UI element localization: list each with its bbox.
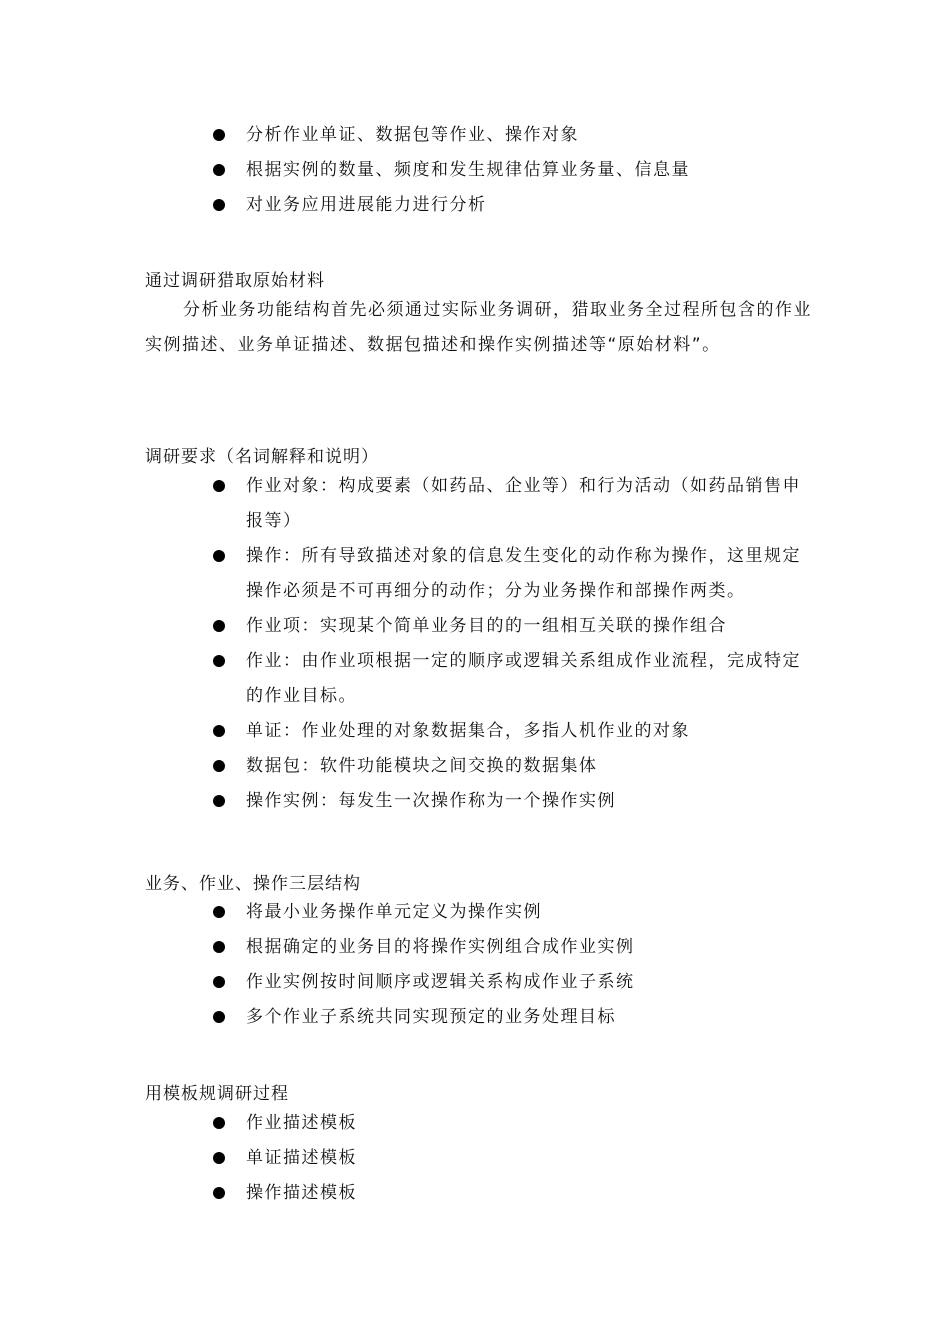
list-item-text: 数据包：软件功能模块之间交换的数据集体	[246, 756, 598, 776]
list-item-text: 根据确定的业务目的将操作实例组合成作业实例	[246, 937, 635, 957]
bullet-icon	[213, 655, 225, 667]
list-item-text: 作业项：实现某个简单业务目的的一组相互关联的操作组合	[246, 616, 727, 636]
list-item-text: 分析作业单证、数据包等作业、操作对象	[246, 125, 579, 145]
bullet-icon	[213, 1011, 225, 1023]
bullet-icon	[213, 941, 225, 953]
list-item-text: 作业对象：构成要素（如药品、企业等）和行为活动（如药品销售申报等）	[246, 476, 801, 531]
bullet-icon	[213, 550, 225, 562]
bullet-icon	[213, 199, 225, 211]
bullet-icon	[213, 795, 225, 807]
bullet-icon	[213, 976, 225, 988]
list-item	[210, 539, 815, 609]
list-item-text: 作业描述模板	[246, 1113, 357, 1133]
requirements-bullet-list	[210, 469, 815, 819]
bullet-icon	[213, 164, 225, 176]
list-item-text: 作业：由作业项根据一定的顺序或逻辑关系组成作业流程，完成特定的作业目标。	[246, 651, 801, 706]
bullet-icon	[213, 725, 225, 737]
top-bullet-list	[210, 118, 815, 223]
list-item	[210, 714, 815, 749]
list-item	[210, 784, 815, 819]
bullet-icon	[213, 620, 225, 632]
list-item-text: 根据实例的数量、频度和发生规律估算业务量、信息量	[246, 160, 690, 180]
list-item-text: 作业实例按时间顺序或逻辑关系构成作业子系统	[246, 972, 635, 992]
section-paragraph: 分析业务功能结构首先必须通过实际业务调研，猎取业务全过程所包含的作业实例描述、业务单证描述、数据包描述和操作实例描述等“原始材料”。	[145, 300, 812, 355]
list-item	[210, 965, 815, 1000]
bullet-icon	[213, 129, 225, 141]
list-item-text: 操作实例：每发生一次操作称为一个操作实例	[246, 791, 616, 811]
list-item	[210, 153, 815, 188]
list-item-text: 单证：作业处理的对象数据集合，多指人机作业的对象	[246, 721, 690, 741]
list-item-text: 操作描述模板	[246, 1183, 357, 1203]
list-item	[210, 930, 815, 965]
template-bullet-list	[210, 1106, 815, 1211]
list-item	[210, 644, 815, 714]
list-item	[210, 609, 815, 644]
list-item-text: 单证描述模板	[246, 1148, 357, 1168]
list-item	[210, 1176, 815, 1211]
section-heading-template-process: 用模板规调研过程	[145, 1084, 289, 1104]
list-item	[210, 188, 815, 223]
section-heading-research-materials: 通过调研猎取原始材料	[145, 271, 325, 291]
list-item	[210, 469, 815, 539]
bullet-icon	[213, 1152, 225, 1164]
list-item-text: 多个作业子系统共同实现预定的业务处理目标	[246, 1007, 616, 1027]
list-item-text: 操作：所有导致描述对象的信息发生变化的动作称为操作，这里规定操作必须是不可再细分的动作；分为业务操作和部操作两类。	[246, 546, 801, 601]
bullet-icon	[213, 1187, 225, 1199]
bullet-icon	[213, 480, 225, 492]
list-item	[210, 118, 815, 153]
bullet-icon	[213, 906, 225, 918]
list-item-text: 将最小业务操作单元定义为操作实例	[246, 902, 542, 922]
list-item	[210, 1000, 815, 1035]
list-item	[210, 749, 815, 784]
bullet-icon	[213, 1117, 225, 1129]
section-heading-three-layer-structure: 业务、作业、操作三层结构	[145, 874, 361, 894]
bullet-icon	[213, 760, 225, 772]
list-item-text: 对业务应用进展能力进行分析	[246, 195, 487, 215]
structure-bullet-list	[210, 895, 815, 1035]
list-item	[210, 1106, 815, 1141]
section-heading-research-requirements: 调研要求（名词解释和说明）	[145, 447, 379, 467]
list-item	[210, 895, 815, 930]
list-item	[210, 1141, 815, 1176]
